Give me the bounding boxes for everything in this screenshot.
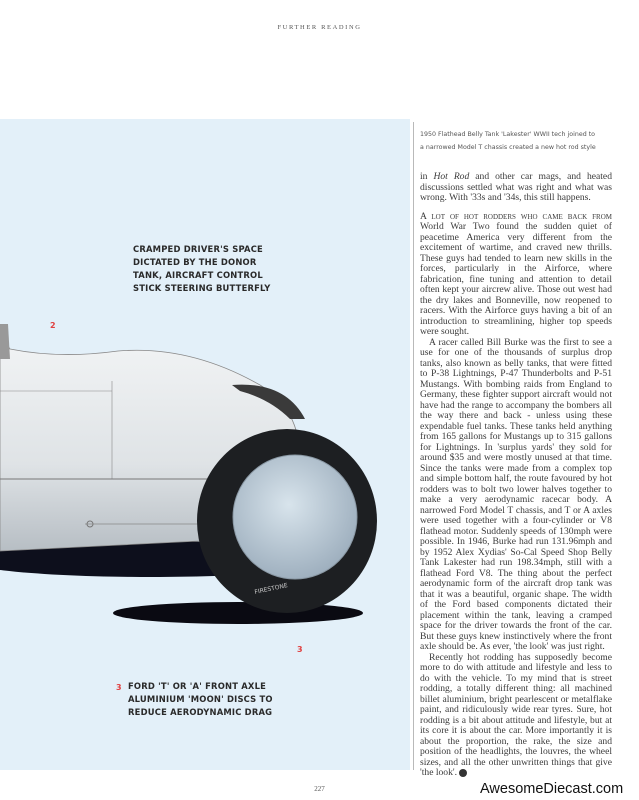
page-number: 227 bbox=[314, 785, 325, 793]
marker-2: 2 bbox=[50, 321, 56, 330]
section-header: FURTHER READING bbox=[277, 24, 362, 31]
caption-line: a narrowed Model T chassis created a new hot rod style bbox=[420, 144, 596, 151]
annotation-cramped-space bbox=[133, 243, 271, 295]
annotation-line: DICTATED BY THE DONOR bbox=[133, 257, 257, 267]
steering-butterfly bbox=[0, 324, 10, 359]
text: in bbox=[420, 171, 434, 182]
text: and other car mags, and heated discussions settled what was right and what was wrong. With '33s and '34s, this still happens. bbox=[420, 171, 612, 203]
paragraph bbox=[420, 653, 612, 779]
annotation-line: TANK, AIRCRAFT CONTROL bbox=[133, 270, 263, 280]
paragraph bbox=[420, 172, 612, 204]
annotation-line: ALUMINIUM 'MOON' DISCS TO bbox=[128, 694, 273, 704]
marker-3: 3 bbox=[297, 645, 303, 654]
article-body bbox=[420, 172, 612, 779]
watermark: AwesomeDiecast.com bbox=[480, 781, 624, 797]
front-wheel bbox=[197, 429, 377, 613]
paragraph bbox=[420, 212, 612, 338]
caption-line: 1950 Flathead Belly Tank 'Lakester' WWII tech joined to bbox=[420, 131, 596, 138]
tyre-brand: FIRESTONE bbox=[253, 582, 289, 596]
annotation-line: CRAMPED DRIVER'S SPACE bbox=[133, 244, 263, 254]
annotation-number: 3 bbox=[116, 683, 122, 692]
lead-in: A lot of hot rodders who came back from bbox=[420, 210, 612, 222]
magazine-title: Hot Rod bbox=[433, 171, 470, 182]
annotation-line: FORD 'T' OR 'A' FRONT AXLE bbox=[128, 681, 267, 691]
annotation-line: REDUCE AERODYNAMIC DRAG bbox=[128, 707, 273, 717]
belly-tank-illustration bbox=[0, 119, 410, 770]
illustration-panel bbox=[0, 119, 410, 770]
column-rule bbox=[413, 122, 414, 770]
annotation-line: STICK STEERING BUTTERFLY bbox=[133, 283, 271, 293]
image-caption bbox=[420, 128, 610, 154]
paragraph: A racer called Bill Burke was the first to see a use for one of the thousands of surplus drop tanks, also known as belly tanks, that were fitted to P-38 Lightnings, P-47 Thunderbolts and P-51 Mustangs. With bombing raids from England to Germany, these fighter support aircraft would not have had the range to accompany the bombers all the way there and back - unless using these expendable fuel tanks. These tanks held anything from 165 gallons for Mustangs up to 315 gallons for Lightnings. In 'surplus yards' they sold for around $35 and were mostly unused at that time. Since the tanks were made from a complex top and simple bottom half, the route favoured by hot rodders was to bolt two lower halves together to make a very aerodynamic racecar body. A narrowed Ford Model T chassis, and T or A axles were used together with a four-cylinder or V8 flathead motor. Suddenly speeds of 130mph were possible. In 1946, Burke had run 131.96mph and by 1952 Alex Xydias' So-Cal Speed Shop Belly Tank Lakester had run 198.34mph, still with a flathead Ford V8. The thing about the perfect aerodynamic form of the aircraft drop tank was that it was a beautiful, organic shape. The width of the Ford based components dictated their placement within the tank, leaving a cramped space for the driver towards the front of the car. But these guys knew instinctively where the front axle should be. As ever, 'the look' was just right. bbox=[420, 336, 612, 652]
annotation-front-axle bbox=[128, 680, 273, 719]
end-mark-icon bbox=[459, 769, 467, 777]
text: World War Two found the sudden quiet of peacetime America very different from the excitement of wartime, and craved new thrills. These guys had tended to learn new skills in the forces, particularly in the Airforce, where fabrication, fine tuning and attention to detail often kept your aircrew alive. Those out west had the dry lakes and Bonneville, now reopened to racers. With the Airforce guys having a bit of an introduction to streamlining, higher top speeds were sought. bbox=[420, 221, 612, 337]
text: Recently hot rodding has supposedly become more to do with attitude and lifestyle and less to do with the vehicle. To my mind that is street rodding, a totally different thing: all machined billet aluminium, bright pearlescent or metalflake paint, and ridiculously wide rear tyres. Sure, hot rodding is a bit about attitude and lifestyle, but at its core it is about the car. More importantly it is about the proportion, the rake, the size and position of the headlights, the louvres, the wheel sizes, and all the other unwritten things that give 'the look'. bbox=[420, 651, 612, 778]
wheel-shadow bbox=[113, 602, 363, 624]
